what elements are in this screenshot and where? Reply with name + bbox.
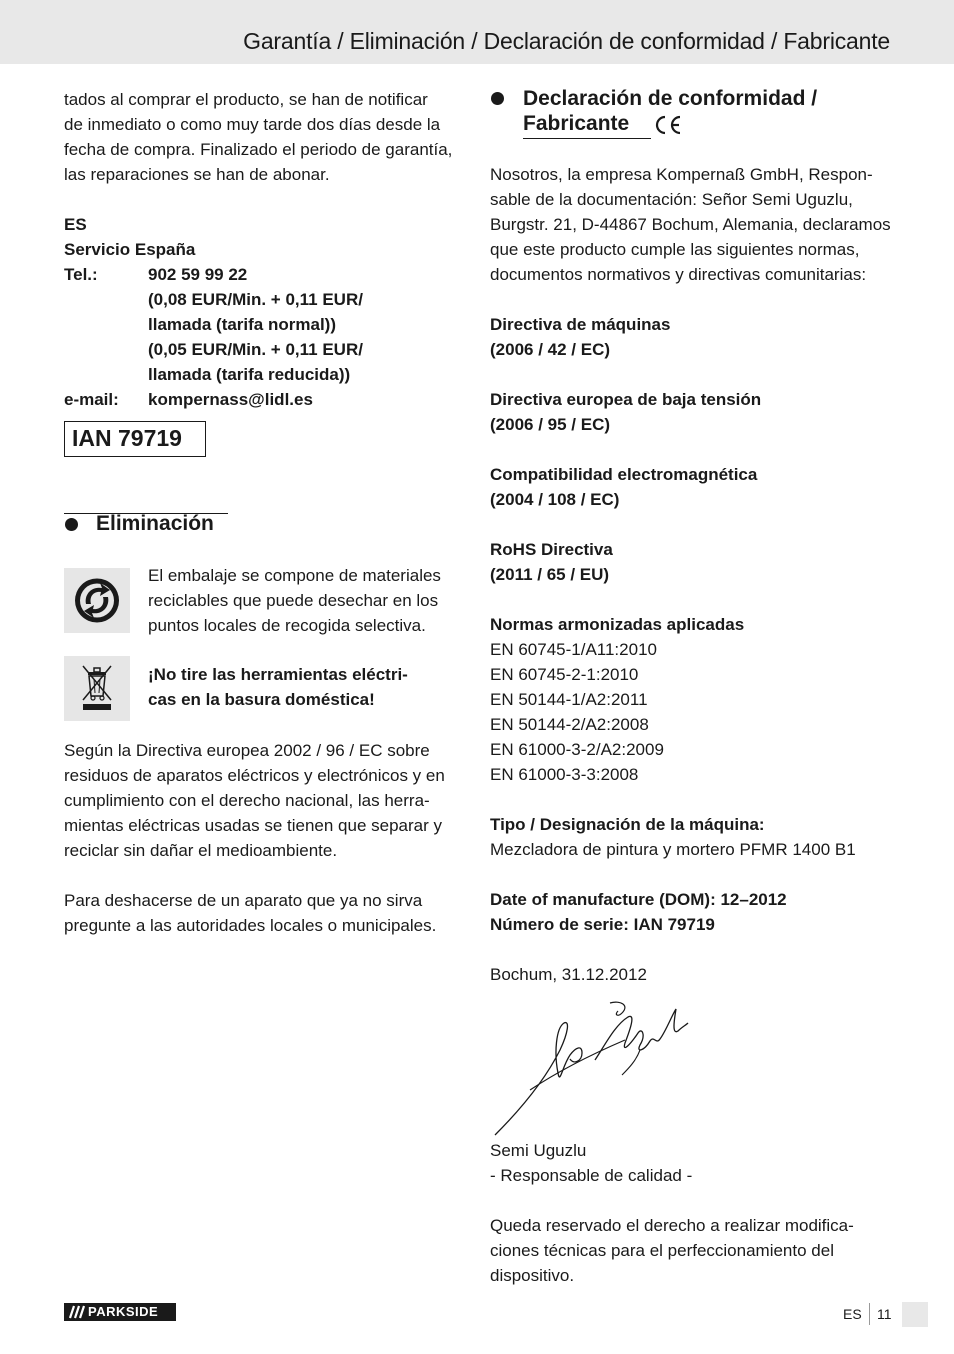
text-line: reciclar sin dañar el medioambiente. xyxy=(64,841,338,860)
norm-item: EN 50144-1/A2:2011 xyxy=(490,690,648,709)
footer-divider xyxy=(869,1303,870,1325)
text-line: Burgstr. 21, D-44867 Bochum, Alemania, declaramos xyxy=(490,215,891,234)
crossed-bin-icon xyxy=(64,656,130,721)
page-title: Garantía / Eliminación / Declaración de conformidad / Fabricante xyxy=(243,28,890,54)
recycle-icon xyxy=(64,568,130,633)
language-code: ES xyxy=(843,1306,862,1322)
tel-number: 902 59 99 22 xyxy=(148,265,248,284)
place-date: Bochum, 31.12.2012 xyxy=(490,965,647,984)
text-line: ciones técnicas para el perfeccionamiento del xyxy=(490,1241,834,1260)
section-heading-elimination: Eliminación xyxy=(96,512,214,535)
text-line: pregunte a las autoridades locales o municipales. xyxy=(64,916,437,935)
directive-name: Compatibilidad electromagnética xyxy=(490,465,758,484)
type-value: Mezcladora de pintura y mortero PFMR 1400 B1 xyxy=(490,840,856,859)
norm-item: EN 61000-3-2/A2:2009 xyxy=(490,740,664,759)
ian-number: IAN 79719 xyxy=(72,425,182,451)
text-line: Para deshacerse de un aparato que ya no sirva xyxy=(64,891,423,910)
directive-name: RoHS Directiva xyxy=(490,540,613,559)
text-line: residuos de aparatos eléctricos y electrónicos y en xyxy=(64,766,445,785)
directive-name: Directiva de máquinas xyxy=(490,315,671,334)
text-line: sable de la documentación: Señor Semi Uguzlu, xyxy=(490,190,853,209)
norm-item: EN 60745-1/A11:2010 xyxy=(490,640,657,659)
text-line: dispositivo. xyxy=(490,1266,575,1285)
norms-heading: Normas armonizadas aplicadas xyxy=(490,615,745,634)
text-line: puntos locales de recogida selectiva. xyxy=(148,616,426,635)
bullet-icon xyxy=(491,92,504,105)
text-line: que este producto cumple las siguientes normas, xyxy=(490,240,860,259)
norm-item: EN 60745-2-1:2010 xyxy=(490,665,639,684)
directive-code: (2004 / 108 / EC) xyxy=(490,490,620,509)
section-heading-manufacturer: Fabricante xyxy=(523,112,630,135)
tel-rate: (0,05 EUR/Min. + 0,11 EUR/ xyxy=(148,340,363,359)
parkside-logo xyxy=(64,1303,176,1321)
section-heading-conformity: Declaración de conformidad / xyxy=(523,87,818,110)
text-line: Nosotros, la empresa Kompernaß GmbH, Respon- xyxy=(490,165,873,184)
signer-name: Semi Uguzlu xyxy=(490,1141,587,1160)
signer-role: - Responsable de calidad - xyxy=(490,1166,693,1185)
serial-number: Número de serie: IAN 79719 xyxy=(490,915,715,934)
text-line: las reparaciones se han de abonar. xyxy=(64,165,330,184)
ian-box xyxy=(64,421,206,457)
text-line: reciclables que puede desechar en los xyxy=(148,591,439,610)
tel-rate: (0,08 EUR/Min. + 0,11 EUR/ xyxy=(148,290,363,309)
bullet-icon xyxy=(65,518,78,531)
warning-text: ¡No tire las herramientas eléctri- xyxy=(148,665,408,684)
section-underline xyxy=(523,111,651,139)
signature-image xyxy=(490,995,700,1140)
text-line: El embalaje se compone de materiales xyxy=(148,566,441,585)
directive-code: (2006 / 42 / EC) xyxy=(490,340,611,359)
directive-code: (2011 / 65 / EU) xyxy=(490,565,610,584)
text-line: de inmediato o como muy tarde dos días desde la xyxy=(64,115,441,134)
norm-item: EN 50144-2/A2:2008 xyxy=(490,715,649,734)
footer-tab xyxy=(902,1302,928,1327)
type-label: Tipo / Designación de la máquina: xyxy=(490,815,765,834)
ce-mark-icon xyxy=(653,114,683,136)
text-line: fecha de compra. Finalizado el periodo de garantía, xyxy=(64,140,453,159)
brand-name: PARKSIDE xyxy=(88,1304,159,1319)
tel-label: Tel.: xyxy=(64,265,98,284)
text-line: cumplimiento con el derecho nacional, las herra- xyxy=(64,791,430,810)
norm-item: EN 61000-3-3:2008 xyxy=(490,765,639,784)
text-line: documentos normativos y directivas comunitarias: xyxy=(490,265,867,284)
service-country: ES xyxy=(64,215,87,234)
page-header xyxy=(0,0,954,64)
text-line: Según la Directiva europea 2002 / 96 / EC sobre xyxy=(64,741,430,760)
tel-rate: llamada (tarifa reducida)) xyxy=(148,365,351,384)
date-of-manufacture: Date of manufacture (DOM): 12–2012 xyxy=(490,890,787,909)
email-label: e-mail: xyxy=(64,390,119,409)
text-line: tados al comprar el producto, se han de notificar xyxy=(64,90,428,109)
directive-code: (2006 / 95 / EC) xyxy=(490,415,611,434)
page-number: 11 xyxy=(877,1306,892,1322)
text-line: mientas eléctricas usadas se tienen que separar y xyxy=(64,816,442,835)
email-address: kompernass@lidl.es xyxy=(148,390,313,409)
warning-text: cas en la basura doméstica! xyxy=(148,690,375,709)
text-line: Queda reservado el derecho a realizar modifica- xyxy=(490,1216,854,1235)
service-name: Servicio España xyxy=(64,240,196,259)
directive-name: Directiva europea de baja tensión xyxy=(490,390,762,409)
tel-rate: llamada (tarifa normal)) xyxy=(148,315,336,334)
